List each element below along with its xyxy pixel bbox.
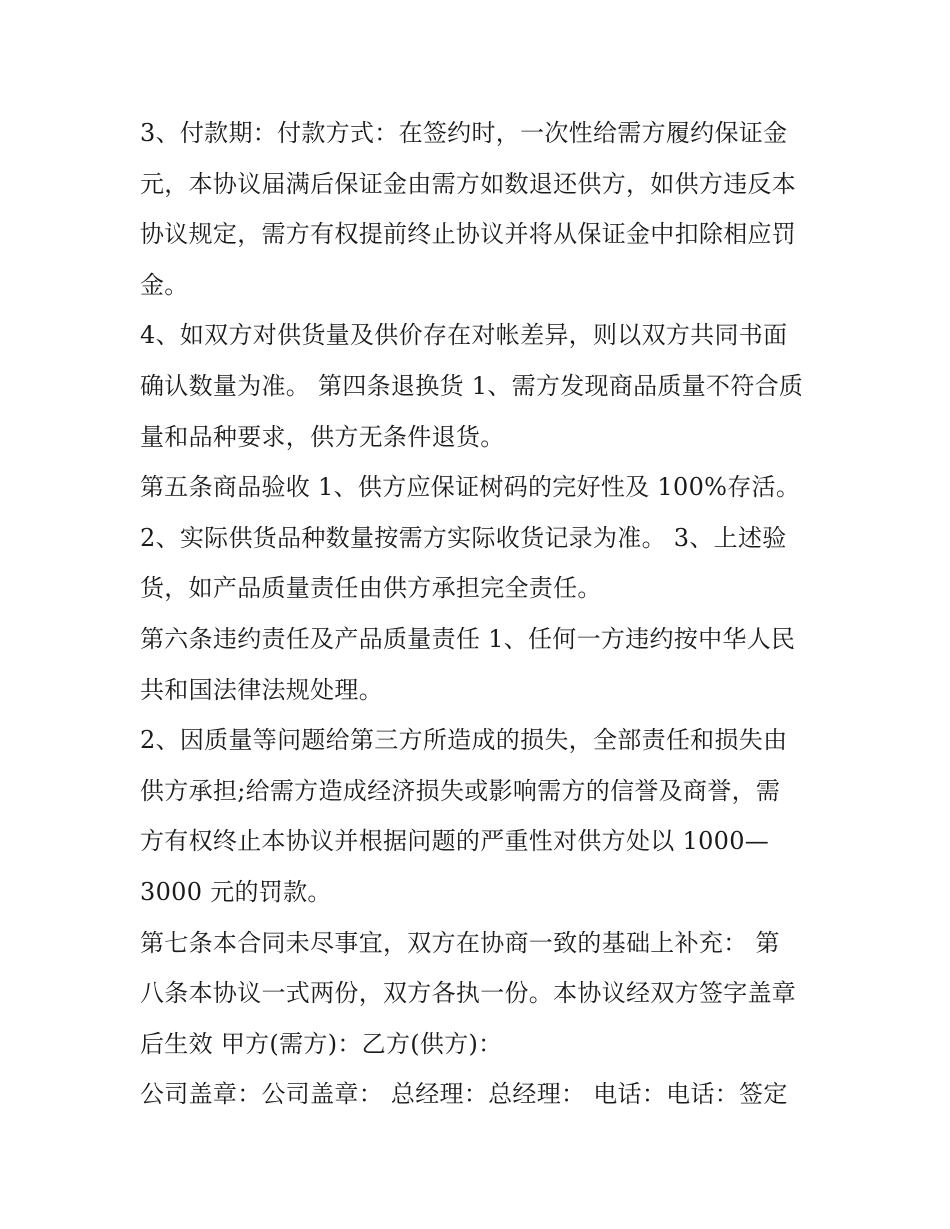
text-line: 量和品种要求，供方无条件退货。 bbox=[140, 422, 505, 451]
text-line: 2、实际供货品种数量按需方实际收货记录为准。 3、上述验 bbox=[140, 523, 787, 552]
text-line: 确认数量为准。 第四条退换货 1、需方发现商品质量不符合质 bbox=[140, 371, 804, 400]
text-line: 第六条违约责任及产品质量责任 1、任何一方违约按中华人民 bbox=[140, 624, 796, 653]
document-body bbox=[140, 108, 820, 1120]
text-line: 供方承担;给需方造成经济损失或影响需方的信誉及商誉，需 bbox=[140, 776, 781, 805]
text-line: 货，如产品质量责任由供方承担完全责任。 bbox=[140, 574, 602, 603]
text-line: 4、如双方对供货量及供价存在对帐差异，则以双方共同书面 bbox=[140, 321, 788, 350]
text-line: 2、因质量等问题给第三方所造成的损失，全部责任和损失由 bbox=[140, 726, 788, 755]
text-line: 八条本协议一式两份，双方各执一份。本协议经双方签字盖章 bbox=[140, 979, 797, 1008]
text-line: 公司盖章：公司盖章： 总经理：总经理： 电话：电话：签定 bbox=[140, 1080, 788, 1109]
text-line: 金。 bbox=[140, 270, 189, 299]
text-line: 元，本协议届满后保证金由需方如数退还供方，如供方违反本 bbox=[140, 169, 797, 198]
text-line: 后生效 甲方(需方)：乙方(供方)： bbox=[140, 1029, 503, 1058]
text-line: 3、付款期：付款方式：在签约时，一次性给需方履约保证金 bbox=[140, 119, 788, 147]
text-line: 第七条本合同未尽事宜，双方在协商一致的基础上补充： 第 bbox=[140, 928, 780, 957]
text-line: 共和国法律法规处理。 bbox=[140, 675, 383, 704]
text-line: 第五条商品验收 1、供方应保证树码的完好性及 100%存活。 bbox=[140, 473, 801, 502]
text-line: 协议规定，需方有权提前终止协议并将从保证金中扣除相应罚 bbox=[140, 220, 797, 249]
text-line: 方有权终止本协议并根据问题的严重性对供方处以 1000— bbox=[140, 827, 770, 856]
text-line: 3000 元的罚款。 bbox=[140, 877, 332, 906]
